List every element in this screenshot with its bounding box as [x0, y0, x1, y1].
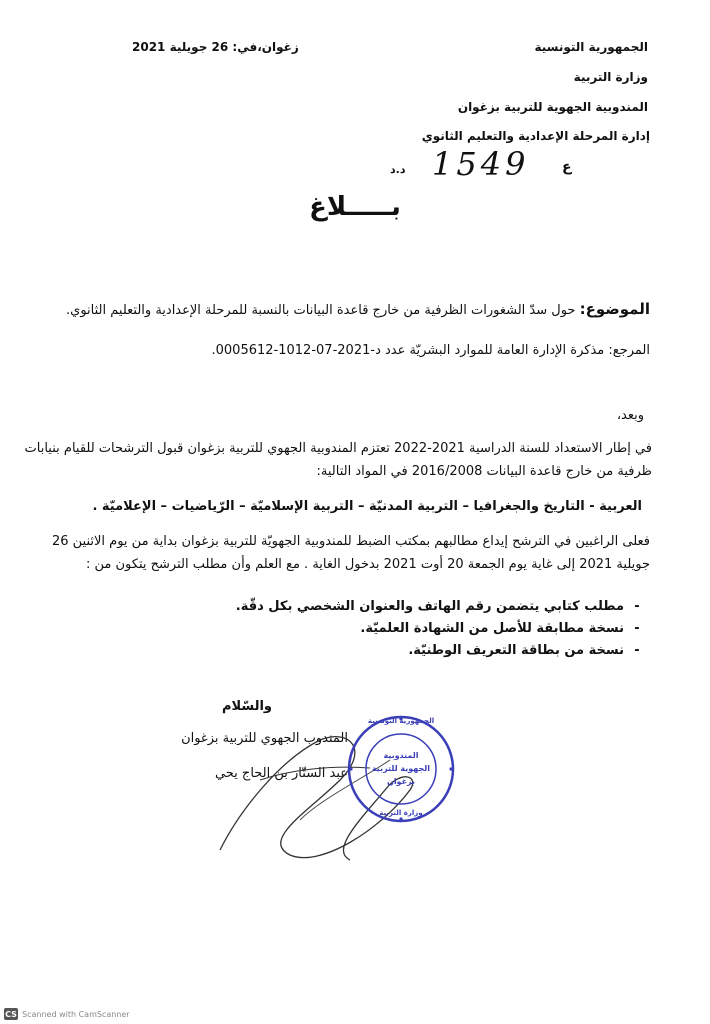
- bullet-dash: -: [634, 643, 640, 658]
- bullet-dash: -: [634, 621, 640, 636]
- subject-label: الموضوع:: [579, 300, 650, 318]
- subject: [50, 300, 650, 320]
- place-date: زغوان،في: 26 جويلية 2021: [132, 40, 299, 54]
- paragraph-2-line-2: جويلية 2021 إلى غاية يوم الجمعة 20 أوت 2021 بدخول الغاية . مع العلم وأن مطلب الترشح يتكون من :: [86, 557, 650, 572]
- stamp-line-3: بزغوان: [386, 777, 416, 786]
- stamp-ring-bottom: وزارة التربية: [379, 809, 423, 817]
- camscanner-logo-icon: CS: [5, 1009, 17, 1019]
- requirements-list: [90, 596, 650, 662]
- bullet-dash: -: [634, 599, 640, 614]
- ref-prefix: ع: [562, 159, 572, 175]
- closing: والسّلام: [221, 699, 272, 714]
- paragraph-1-line-2: ظرفية من خارج قاعدة البيانات 2016/2008 في المواد التالية:: [316, 464, 652, 479]
- reference-note: المرجع: مذكرة الإدارة العامة للموارد البشريّة عدد د-2021-07-1012-0005612.: [211, 343, 650, 358]
- page-title: بـــــلاغ: [309, 192, 401, 222]
- header-department: إدارة المرحلة الإعدادية والتعليم الثانوي: [421, 129, 650, 143]
- header-republic: الجمهورية التونسية: [534, 40, 648, 54]
- subject-text: حول سدّ الشغورات الظرفية من خارج قاعدة البيانات بالنسبة للمرحلة الإعدادية والتعليم الثانوي.: [66, 303, 576, 318]
- reference-number-line: [390, 145, 650, 185]
- signatory-title: المندوب الجهوي للتربية بزغوان: [181, 731, 348, 746]
- paragraph-2-line-1: فعلى الراغبين في الترشح إيداع مطالبهم بمكتب الضبط للمندوبية الجهويّة للتربية بزغوان بداية من يوم الاثنين 26: [51, 534, 650, 549]
- list-item: -مطلب كتابي يتضمن رقم الهاتف والعنوان الشخصي بكل دقّة.: [90, 596, 650, 618]
- header-delegation: المندوبية الجهوية للتربية بزغوان: [457, 100, 648, 114]
- signatory-name: عبد الستّار بن الحاج يحي: [214, 766, 348, 781]
- stamp-line-2: الجهوية للتربية: [371, 764, 431, 773]
- header-ministry: وزارة التربية: [573, 70, 648, 84]
- official-stamp: [345, 713, 457, 825]
- stamp-line-1: المندوبية: [383, 751, 419, 760]
- handwritten-ref-number: 1549: [432, 145, 530, 183]
- stamp-ring-top: الجمهورية التونسية: [367, 717, 435, 725]
- scanner-footer: [4, 1008, 130, 1020]
- footer-text: Scanned with CamScanner: [22, 1009, 130, 1019]
- subjects-line: العربية - التاريخ والجغرافيا – التربية المدنيّة – التربية الإسلاميّة – الرّياضيات – الإعلاميّة .: [92, 499, 642, 514]
- ref-suffix: د.د: [390, 163, 406, 176]
- list-item: -نسخة مطابقة للأصل من الشهادة العلميّة.: [90, 618, 650, 640]
- greeting: وبعد،: [616, 408, 644, 423]
- list-item: -نسخة من بطاقة التعريف الوطنيّة.: [90, 640, 650, 662]
- paragraph-1-line-1: في إطار الاستعداد للسنة الدراسية 2021-2022 تعتزم المندوبية الجهوي للتربية بزغوان قبول الترشحات للقيام بنيابات: [24, 441, 652, 456]
